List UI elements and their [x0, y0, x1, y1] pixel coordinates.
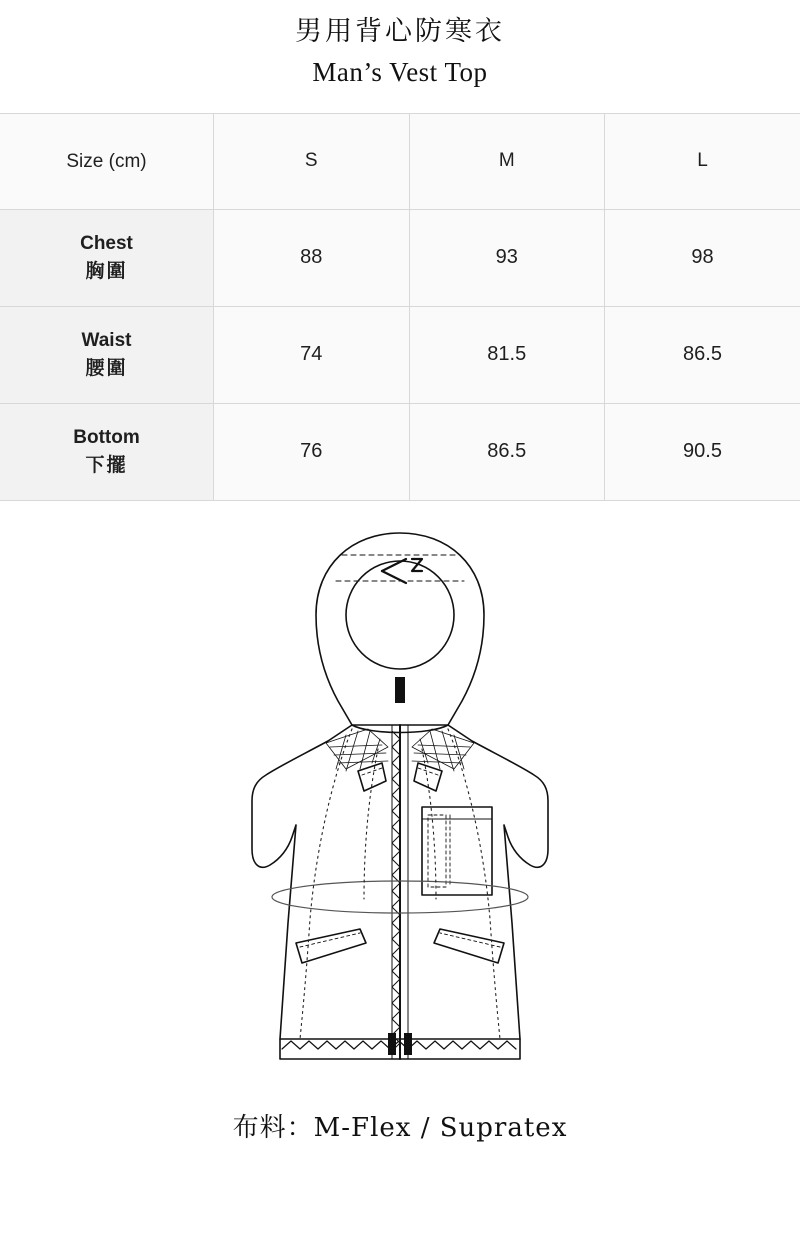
table-row: [0, 209, 800, 306]
vest-technical-drawing-svg: [120, 519, 680, 1089]
row-label-bottom-en: Bottom: [73, 427, 140, 449]
zipper-stop-left: [388, 1033, 396, 1055]
product-illustration: [0, 519, 800, 1089]
hand-pocket-right: [434, 929, 504, 963]
zipper-teeth: [392, 731, 400, 1051]
hood-face-opening: [346, 561, 454, 669]
row-label-waist: [0, 306, 214, 403]
row-label-bottom: [0, 403, 214, 500]
title-block: [0, 0, 800, 91]
cell-chest-l: 98: [605, 209, 800, 306]
zipper-pull-top: [395, 677, 405, 703]
column-header-m: M: [409, 113, 605, 209]
size-chart-body: [0, 209, 800, 500]
size-chart-table: [0, 113, 800, 501]
row-label-waist-cn: 腰圍: [85, 356, 128, 379]
zipper-stop-right: [404, 1033, 412, 1055]
row-label-chest-en: Chest: [80, 233, 133, 255]
row-label-bottom-cn: 下擺: [85, 453, 128, 476]
table-row: [0, 306, 800, 403]
table-header-row: [0, 113, 800, 209]
cell-waist-m: 81.5: [409, 306, 605, 403]
table-row: [0, 403, 800, 500]
page-title-chinese: 男用背心防寒衣: [295, 16, 505, 47]
row-label-chest-cn: 胸圍: [85, 259, 128, 282]
column-header-l: L: [605, 113, 800, 209]
column-header-size: Size (cm): [0, 113, 214, 209]
row-label-waist-en: Waist: [81, 330, 132, 352]
row-label-chest: [0, 209, 214, 306]
page-title-english: Man’s Vest Top: [312, 57, 488, 88]
material-footer: 布料：M-Flex / Supratex: [232, 1112, 568, 1143]
cell-bottom-m: 86.5: [409, 403, 605, 500]
size-chart-header: [0, 113, 800, 209]
vest-body-outline-left: [252, 725, 400, 1039]
cell-bottom-s: 76: [214, 403, 410, 500]
hand-pocket-left: [296, 929, 366, 963]
hood-seam-lines: [336, 555, 464, 581]
cell-bottom-l: 90.5: [605, 403, 800, 500]
cell-waist-s: 74: [214, 306, 410, 403]
column-header-s: S: [214, 113, 410, 209]
cell-waist-l: 86.5: [605, 306, 800, 403]
cell-chest-m: 93: [409, 209, 605, 306]
cell-chest-s: 88: [214, 209, 410, 306]
